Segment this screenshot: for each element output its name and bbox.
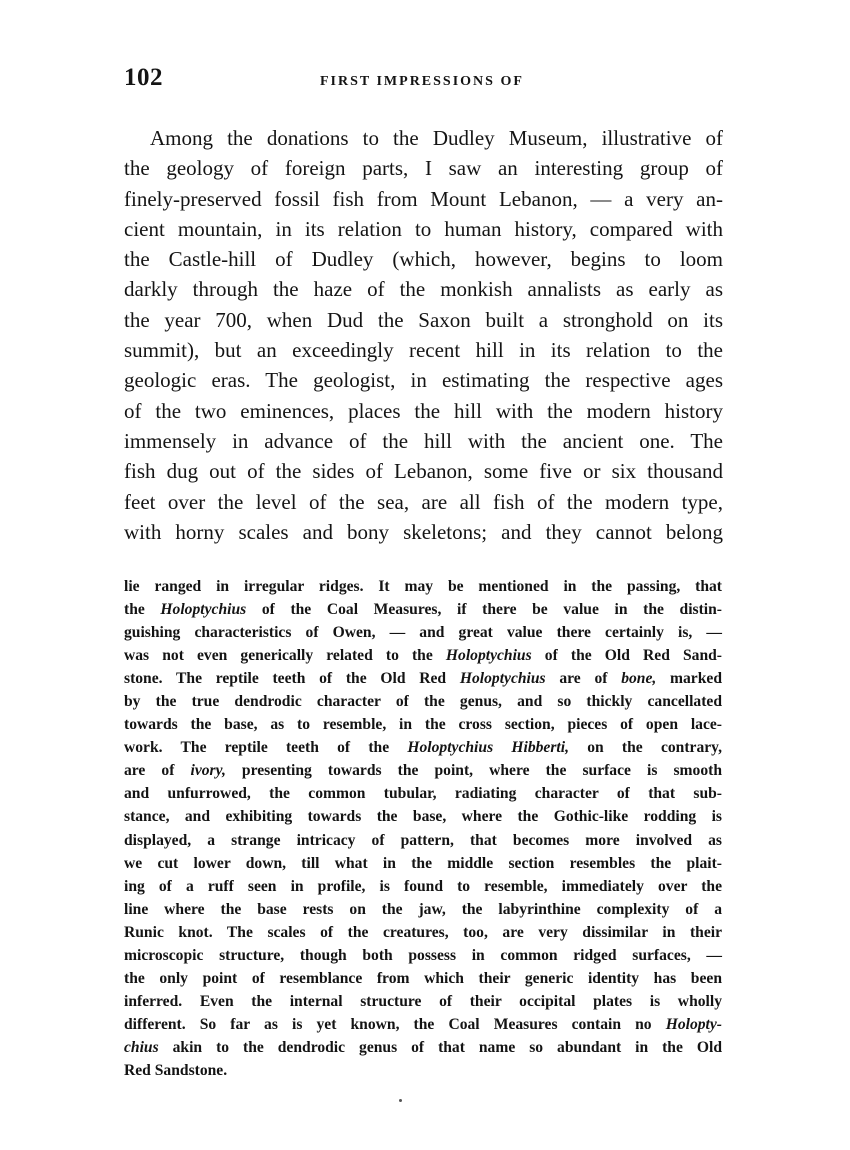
footnote-line: microscopic structure, though both possess in common ridged surfaces, — — [124, 946, 722, 964]
footnote-line: the Holoptychius of the Coal Measures, if there be value in the distin- — [124, 601, 723, 619]
body-line: summit), but an exceedingly recent hill in its relation to the — [124, 338, 723, 363]
body-line: feet over the level of the sea, are all fish of the modern type, — [124, 489, 723, 514]
running-head — [124, 64, 724, 98]
running-title: FIRST IMPRESSIONS OF — [320, 74, 524, 89]
genus-name: Holoptychius — [160, 601, 247, 619]
body-line: immensely in advance of the hill with the ancient one. The — [124, 428, 723, 453]
body-line: with horny scales and bony skeletons; and they cannot belong — [124, 519, 723, 544]
genus-name: Holoptychius — [445, 647, 532, 665]
footnote-line: lie ranged in irregular ridges. It may be mentioned in the passing, that — [124, 578, 722, 595]
footnote-line: and unfurrowed, the common tubular, radiating character of that sub- — [124, 785, 722, 803]
footnote-line: inferred. Even the internal structure of their occipital plates is wholly — [124, 992, 722, 1010]
footnote-line: Runic knot. The scales of the creatures, too, are very dissimilar in their — [124, 923, 722, 941]
emphasis: bone, — [621, 670, 657, 688]
footnote-line: we cut lower down, till what in the middle section resembles the plait- — [124, 854, 722, 872]
body-line: of the two eminences, places the hill with the modern history — [124, 398, 723, 423]
footnote-line: guishing characteristics of Owen, — and great value there certainly is, — — [124, 624, 722, 642]
footnote — [124, 575, 722, 1082]
footnote-line: was not even generically related to the Holoptychius of the Old Red Sand- — [124, 647, 723, 665]
genus-name: chius — [124, 1038, 159, 1056]
body-line: the year 700, when Dud the Saxon built a stronghold on its — [124, 307, 723, 332]
body-line: the geology of foreign parts, I saw an interesting group of — [124, 156, 723, 181]
print-speck — [399, 1099, 402, 1102]
footnote-line: by the true dendrodic character of the genus, and so thickly cancellated — [124, 693, 722, 711]
footnote-line: chius akin to the dendrodic genus of that name so abundant in the Old — [124, 1038, 722, 1056]
footnote-line: different. So far as is yet known, the Coal Measures contain no Holopty- — [124, 1015, 722, 1033]
footnote-line: displayed, a strange intricacy of pattern, that becomes more involved as — [124, 831, 722, 849]
body-line: finely-preserved fossil fish from Mount Lebanon, — a very an- — [124, 186, 723, 211]
page-number: 102 — [124, 64, 163, 91]
body-line: the Castle-hill of Dudley (which, however, begins to loom — [124, 247, 723, 272]
species-name: Holoptychius Hibberti, — [407, 739, 569, 757]
body-line: fish dug out of the sides of Lebanon, some five or six thousand — [124, 459, 723, 484]
body-line: Among the donations to the Dudley Museum, illustrative of — [150, 126, 723, 150]
footnote-line: are of ivory, presenting towards the point, where the surface is smooth — [124, 762, 722, 780]
footnote-line: ing of a ruff seen in profile, is found to resemble, immediately over the — [124, 877, 722, 895]
footnote-line: stance, and exhibiting towards the base, where the Gothic-like rodding is — [124, 808, 722, 826]
body-line: geologic eras. The geologist, in estimating the respective ages — [124, 368, 723, 393]
body-text — [124, 123, 723, 547]
genus-name: Holopty- — [665, 1015, 722, 1033]
body-line: darkly through the haze of the monkish annalists as early as — [124, 277, 723, 302]
footnote-line: line where the base rests on the jaw, the labyrinthine complexity of a — [124, 900, 722, 918]
footnote-line: towards the base, as to resemble, in the cross section, pieces of open lace- — [124, 716, 722, 734]
footnote-line: work. The reptile teeth of the Holoptychius Hibberti, on the contrary, — [124, 739, 723, 757]
emphasis: ivory, — [190, 762, 226, 780]
footnote-line: the only point of resemblance from which their generic identity has been — [124, 969, 722, 987]
genus-name: Holoptychius — [459, 670, 546, 688]
footnote-line: Red Sandstone. — [124, 1061, 228, 1079]
footnote-line: stone. The reptile teeth of the Old Red Holoptychius are of bone, marked — [124, 670, 722, 688]
body-line: cient mountain, in its relation to human history, compared with — [124, 216, 723, 241]
